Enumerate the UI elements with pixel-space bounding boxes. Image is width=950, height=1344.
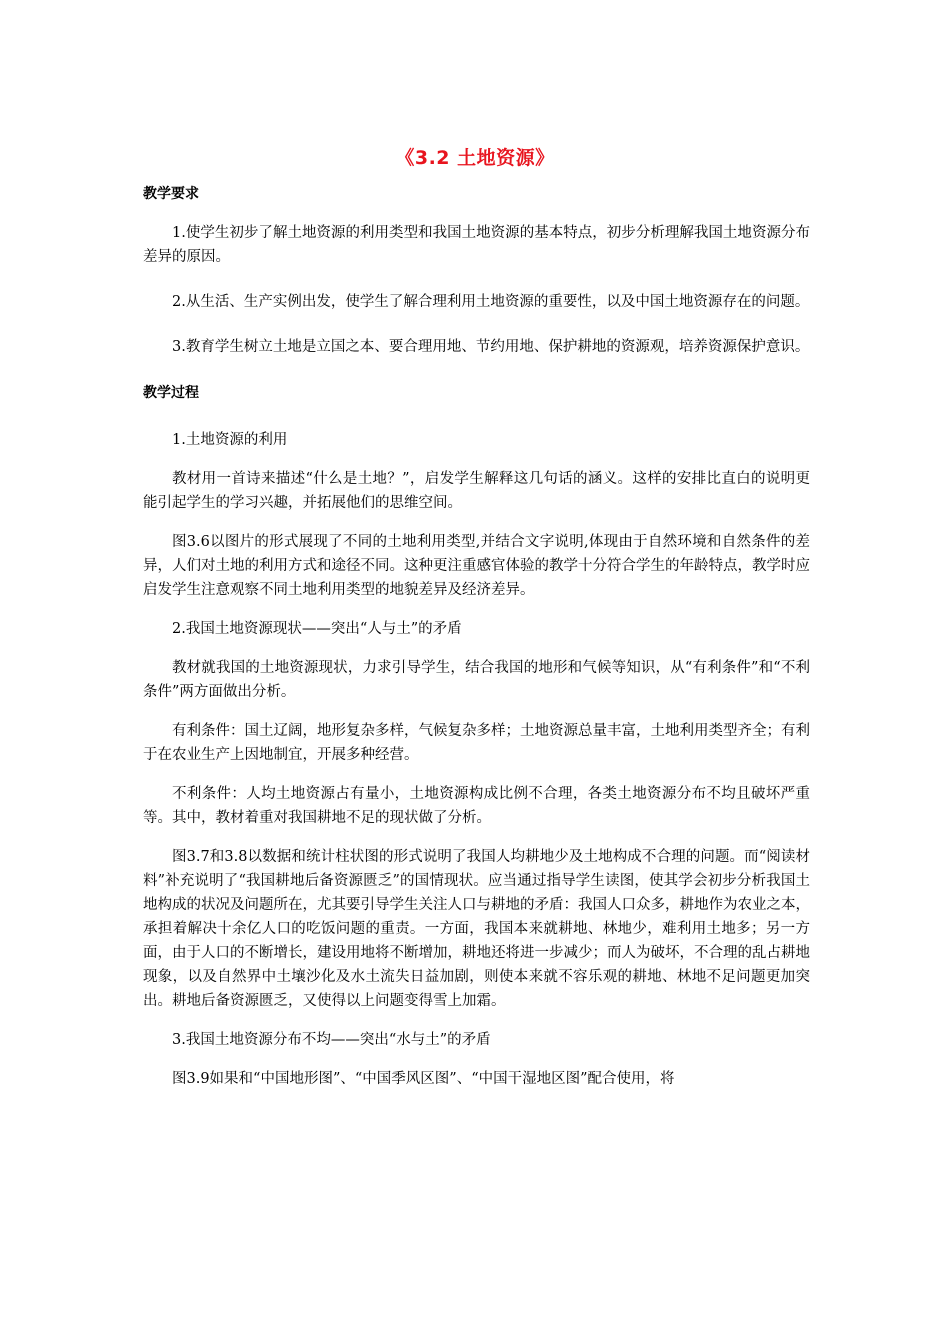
paragraph: 不利条件：人均土地资源占有量小，土地资源构成比例不合理，各类土地资源分布不均且破坏严重等。其中，教材着重对我国耕地不足的现状做了分析。 xyxy=(143,786,810,826)
paragraph: 3.教育学生树立土地是立国之本、要合理用地、节约用地、保护耕地的资源观，培养资源保护意识。 xyxy=(172,339,810,355)
paragraph: 图3.7和3.8以数据和统计柱状图的形式说明了我国人均耕地少及土地构成不合理的问题。而“阅读材料”补充说明了“我国耕地后备资源匮乏”的国情现状。应当通过指导学生读图，使其学会初步分析我国土地构成的状况及问题所在，尤其要引导学生关注人口与耕地的矛盾：我国人口众多，耕地作为农业之本，承担着解决十余亿人口的吃饭问题的重责。一方面，我国本来就耕地、林地少，难利用土地多；另一方面，由于人口的不断增长，建设用地将不断增加，耕地还将进一步减少；而人为破坏，不合理的乱占耕地现象，以及自然界中土壤沙化及水土流失日益加剧，则使本来就不容乐观的耕地、林地不足问题更加突出。耕地后备资源匮乏，又使得以上问题变得雪上加霜。 xyxy=(143,849,810,1009)
paragraph: 1.使学生初步了解土地资源的利用类型和我国土地资源的基本特点，初步分析理解我国土地资源分布差异的原因。 xyxy=(143,225,810,265)
paragraph: 2.从生活、生产实例出发，使学生了解合理利用土地资源的重要性，以及中国土地资源存在的问题。 xyxy=(172,294,810,310)
section-teaching-process xyxy=(143,381,810,1091)
paragraph: 教材用一首诗来描述“什么是土地？”，启发学生解释这几句话的涵义。这样的安排比直白的说明更能引起学生的学习兴趣，并拓展他们的思维空间。 xyxy=(143,471,810,511)
document-title: 《3.2 土地资源》 xyxy=(395,147,555,169)
section-teaching-requirements xyxy=(143,182,810,359)
paragraph: 2.我国土地资源现状——突出“人与土”的矛盾 xyxy=(172,621,462,637)
paragraph: 3.我国土地资源分布不均——突出“水与土”的矛盾 xyxy=(172,1032,491,1048)
paragraph: 教材就我国的土地资源现状，力求引导学生，结合我国的地形和气候等知识，从“有利条件”和“不利条件”两方面做出分析。 xyxy=(143,660,810,700)
paragraph: 图3.9如果和“中国地形图”、“中国季风区图”、“中国干湿地区图”配合使用，将 xyxy=(172,1071,675,1087)
paragraph: 图3.6以图片的形式展现了不同的土地利用类型,并结合文字说明,体现由于自然环境和自然条件的差异，人们对土地的利用方式和途径不同。这种更注重感官体验的教学十分符合学生的年龄特点，教学时应启发学生注意观察不同土地利用类型的地貌差异及经济差异。 xyxy=(143,534,810,598)
document-body xyxy=(143,182,810,1091)
section-heading: 教学要求 xyxy=(143,186,199,202)
paragraph: 有利条件：国土辽阔，地形复杂多样，气候复杂多样；土地资源总量丰富，土地利用类型齐全；有利于在农业生产上因地制宜，开展多种经营。 xyxy=(143,723,810,763)
section-heading: 教学过程 xyxy=(143,385,199,401)
paragraph: 1.土地资源的利用 xyxy=(172,432,288,448)
